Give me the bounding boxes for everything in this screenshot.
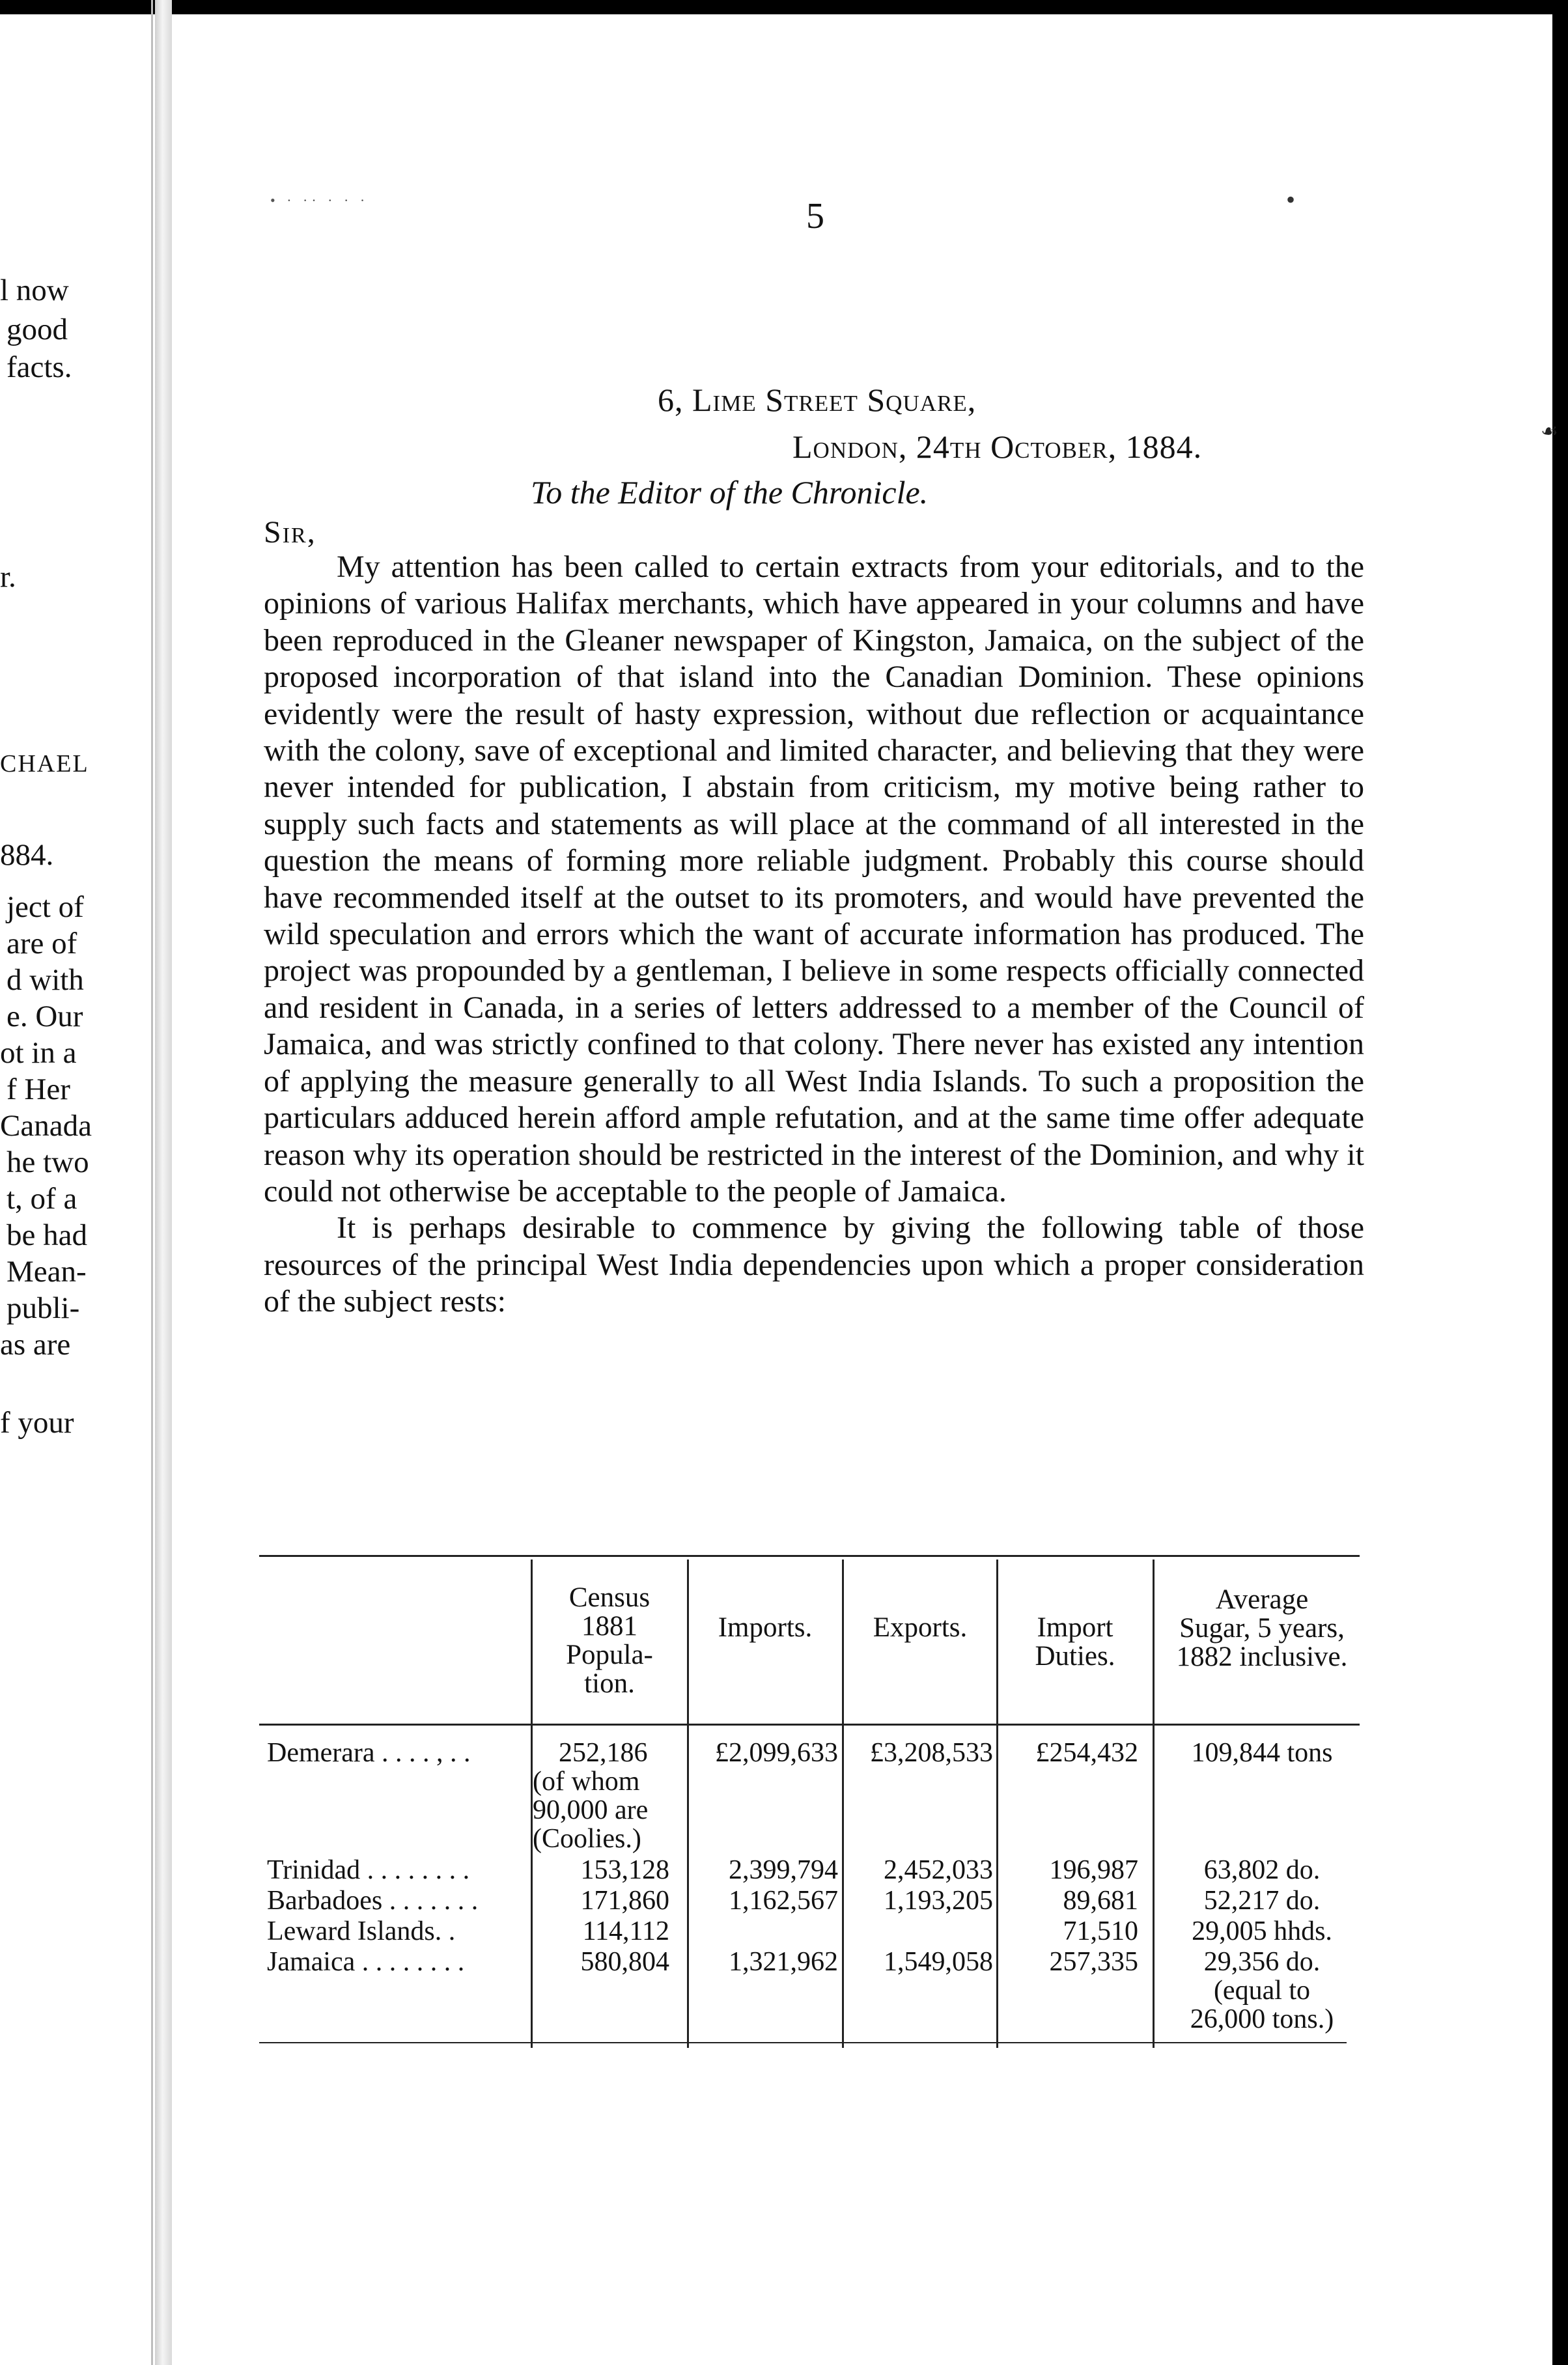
header-imports: Imports. xyxy=(718,1612,813,1643)
row-exports: 1,549,058 xyxy=(884,1947,993,1977)
table-bottom-rule xyxy=(259,2042,1347,2043)
row-sugar: 52,217 do. xyxy=(1203,1886,1321,1916)
table-header-rule xyxy=(259,1724,1360,1726)
fragment-line: as are xyxy=(0,1328,71,1362)
book-gutter xyxy=(155,0,172,2365)
scan-border-right xyxy=(1552,0,1568,2365)
row-exports: 2,452,033 xyxy=(884,1855,993,1885)
header-sugar: Average Sugar, 5 years, 1882 inclusive. xyxy=(1176,1584,1348,1672)
row-colony: Demerara . . . . , . . xyxy=(267,1738,471,1768)
fragment-line: Canada xyxy=(0,1109,92,1143)
row-census: 171,860 xyxy=(580,1886,669,1916)
row-sugar: 109,844 tons xyxy=(1191,1738,1333,1768)
row-imports: 1,162,567 xyxy=(729,1886,838,1916)
letter-body xyxy=(264,549,1364,1321)
row-colony: Barbadoes . . . . . . . xyxy=(267,1886,479,1916)
fragment-line: r. xyxy=(0,560,16,594)
fragment-line: l now xyxy=(0,273,69,307)
row-exports: 1,193,205 xyxy=(884,1886,993,1916)
fragment-line: facts. xyxy=(7,350,72,384)
fragment-line: ot in a xyxy=(0,1036,77,1070)
row-imports: 1,321,962 xyxy=(729,1947,838,1977)
fragment-line: publi- xyxy=(7,1291,80,1325)
fragment-line: are of xyxy=(7,927,77,960)
scan-border-top xyxy=(0,0,1568,14)
fragment-line: f Her xyxy=(7,1072,70,1106)
address-line: 6, Lime Street Square, xyxy=(658,382,977,418)
addressee-line: To the Editor of the Chronicle. xyxy=(531,474,929,511)
fragment-line: good xyxy=(7,313,68,346)
row-duties: 196,987 xyxy=(1049,1855,1138,1885)
row-duties: 257,335 xyxy=(1049,1947,1138,1977)
row-imports: 2,399,794 xyxy=(729,1855,838,1885)
page-number: 5 xyxy=(806,196,824,236)
header-duties: Import Duties. xyxy=(1035,1612,1115,1672)
fragment-line: Mean- xyxy=(7,1255,87,1289)
paragraph: My attention has been called to certain extracts from your editorials, and to the opinions of various Halifax merchants, which have appeared in your columns and have been reproduced in the Gleaner newspaper of Kingston, Jamaica, on the subject of the proposed incorporation of that island into the Canadian Dominion. These opinions evidently were the result of hasty expression, without due reflection or acquaintance with the colony, save of exceptional and limited character, and believing that they were never intended for publication, I abstain from criticism, my motive being rather to supply such facts and statements as will place at the command of all interested in the question the means of forming more reliable judgment. Probably this course should have recommended itself at the outset to its promoters, and would have prevented the wild speculation and errors which the want of accurate information has produced. The project was propounded by a gentleman, I believe in some respects officially connected and resident in Canada, in a series of letters addressed to a member of the Council of Jamaica, and was strictly confined to that colony. There never has existed any intention of applying the measure generally to all West India Islands. To such a proposition the particulars adduced herein afford ample refutation, and at the same time offer adequate reason why its operation should be restricted in the interest of the Dominion, and why it could not otherwise be acceptable to the people of Jamaica. xyxy=(264,550,1364,1209)
header-census: Census 1881 Popula- tion. xyxy=(566,1582,653,1699)
salutation: Sir, xyxy=(264,515,316,550)
row-census: 153,128 xyxy=(580,1855,669,1885)
table-top-rule xyxy=(259,1555,1360,1557)
row-colony: Leward Islands. . xyxy=(267,1916,456,1946)
row-duties: 71,510 xyxy=(1063,1916,1138,1946)
fragment-line: CHAEL xyxy=(0,750,89,777)
row-census: 580,804 xyxy=(580,1947,669,1977)
date-line: London, 24th October, 1884. xyxy=(792,428,1203,465)
row-exports: £3,208,533 xyxy=(870,1738,993,1768)
row-colony: Trinidad . . . . . . . . xyxy=(267,1855,470,1885)
fragment-line: ject of xyxy=(7,890,84,924)
fragment-line: f your xyxy=(0,1406,74,1440)
print-specks: • · ·· · · · xyxy=(270,192,369,208)
row-sugar: 29,005 hhds. xyxy=(1192,1916,1332,1946)
paragraph: It is perhaps desirable to commence by giving the following table of those resources of the principal West India dependencies upon which a proper consideration of the subject rests: xyxy=(264,1210,1364,1319)
row-imports: £2,099,633 xyxy=(715,1738,838,1768)
row-census: 114,112 xyxy=(582,1916,669,1946)
row-sugar: 29,356 do. (equal to 26,000 tons.) xyxy=(1190,1947,1334,2034)
fragment-line: t, of a xyxy=(7,1182,77,1216)
page-edge xyxy=(151,0,153,2365)
row-duties: £254,432 xyxy=(1035,1738,1138,1768)
fragment-line: he two xyxy=(7,1145,89,1179)
header-exports: Exports. xyxy=(873,1612,968,1643)
row-census: 252,186 (of whom 90,000 are (Coolies.) xyxy=(533,1738,649,1854)
fragment-line: 884. xyxy=(0,838,54,872)
fragment-line: d with xyxy=(7,963,84,997)
row-duties: 89,681 xyxy=(1063,1886,1138,1916)
fragment-line: be had xyxy=(7,1218,87,1252)
fragment-line: e. Our xyxy=(7,1000,83,1033)
row-sugar: 63,802 do. xyxy=(1203,1855,1321,1885)
row-colony: Jamaica . . . . . . . . xyxy=(267,1947,465,1977)
ink-smudge: ☙ xyxy=(1541,421,1558,442)
previous-page-fragment xyxy=(0,0,151,2365)
print-dot: • xyxy=(1286,185,1296,214)
